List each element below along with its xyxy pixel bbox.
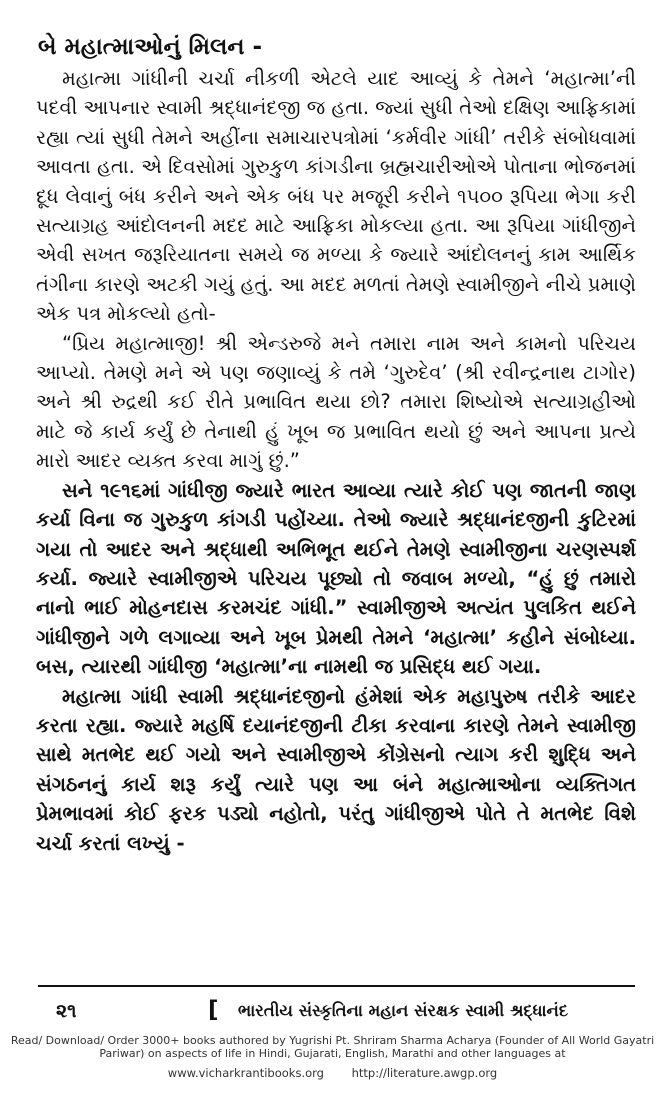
credit-line: Read/ Download/ Order 3000+ books authored by Yugrishi Pt. Shriram Sharma Acharya (Founder of All World Gayatri Pariwar) on aspects of life in Hindi, Gujarati, English, Marathi and other languages at	[10, 1034, 655, 1060]
footer-divider	[38, 985, 635, 987]
paragraph-4: મહાત્મા ગાંધી સ્વામી શ્રદ્ધાનંદજીનો હંમેશાં એક મહાપુરુષ તરીકે આદર કરતા રહ્યા. જ્યારે મહર્ષિ દયાનંદજીની ટીકા કરવાના કારણે તેમને સ્વામીજી સાથે મતભેદ થઈ ગયો અને સ્વામીજીએ કોંગ્રેસનો ત્યાગ કરી શુદ્ધિ અને સંગઠનનું કાર્ય શરૂ કર્યું ત્યારે પણ આ બંને મહાત્માઓના વ્યક્તિગત પ્રેમભાવમાં કોઈ ફરક પડ્યો નહોતો, પરંતુ ગાંધીજીએ પોતે તે મતભેદ વિશે ચર્ચા કરતાં લખ્યું -	[36, 684, 636, 855]
letter-quote: “પ્રિય મહાત્માજી! શ્રી એન્ડરુજે મને તમારા નામ અને કામનો પરિચય આપ્યો. તેમણે મને એ પણ જણાવ્યું કે તમે ‘ગુરુદેવ’ (શ્રી રવીન્દ્રનાથ ટાગોર) અને શ્રી રુદ્રથી કઈ રીતે પ્રભાવિત થયા છો? તમારા શિષ્યોએ સત્યાગ્રહીઓ માટે જે કાર્ય કર્યું છે તેનાથી હું ખૂબ જ પ્રભાવિત થયો છું અને આપના પ્રત્યે મારો આદર વ્યક્ત કરવા માગું છું.”	[36, 331, 636, 473]
link-awgp[interactable]: http://literature.awgp.org	[351, 1066, 498, 1080]
page-body	[36, 30, 636, 858]
paragraph-1: મહાત્મા ગાંધીની ચર્ચા નીકળી એટલે યાદ આવ્યું કે તેમને ‘મહાત્મા’ની પદવી આપનાર સ્વામી શ્રદ્ધાનંદજી જ હતા. જ્યાં સુધી તેઓ દક્ષિણ આફ્રિકામાં રહ્યા ત્યાં સુધી તેમને અહીંના સમાચારપત્રોમાં ‘કર્મવીર ગાંધી’ તરીકે સંબોધવામાં આવતા હતા. એ દિવસોમાં ગુરુકુળ કાંગડીના બ્રહ્મચારીઓએ પોતાના ભોજનમાં દૂધ લેવાનું બંધ કરીને અને એક બંધ પર મજૂરી કરીને ૧૫૦૦ રૂપિયા ભેગા કરી સત્યાગ્રહ આંદોલનની મદદ માટે આફ્રિકા મોકલ્યા હતા. આ રૂપિયા ગાંધીજીને એવી સખત જરૂરિયાતના સમયે જ મળ્યા કે જ્યારે આંદોલનનું કામ આર્થિક તંગીના કારણે અટકી ગયું હતું. આ મદદ મળતાં તેમણે સ્વામીજીને નીચે પ્રમાણે એક પત્ર મોકલ્યો હતો-	[36, 67, 636, 326]
page-number: ૨૧	[56, 1000, 77, 1022]
website-links	[0, 1066, 665, 1080]
book-title: ભારતીય સંસ્કૃતિના મહાન સંરક્ષક સ્વામી શ્રદ્ધાનંદ	[238, 1001, 569, 1020]
link-vicharkranti[interactable]: www.vicharkrantibooks.org	[167, 1066, 324, 1080]
footer-bracket: [	[208, 997, 219, 1023]
section-heading: બે મહાત્માઓનું મિલન -	[38, 34, 263, 60]
paragraph-3: સને ૧૯૧૬માં ગાંધીજી જ્યારે ભારત આવ્યા ત્યારે કોઈ પણ જાતની જાણ કર્યા વિના જ ગુરુકુળ કાંગડી પહોંચ્યા. તેઓ જ્યારે શ્રદ્ધાનંદજીની કુટિરમાં ગયા તો આદર અને શ્રદ્ધાથી અભિભૂત થઈને તેમણે સ્વામીજીના ચરણસ્પર્શ કર્યા. જ્યારે સ્વામીજીએ પરિચય પૂછ્યો તો જવાબ મળ્યો, “હું છું તમારો નાનો ભાઈ મોહનદાસ કરમચંદ ગાંધી.” સ્વામીજીએ અત્યંત પુલકિત થઈને ગાંધીજીને ગળે લગાવ્યા અને ખૂબ પ્રેમથી તેમને ‘મહાત્મા’ કહીને સંબોધ્યા. બસ, ત્યારથી ગાંધીજી ‘મહાત્મા’ના નામથી જ પ્રસિદ્ધ થઈ ગયા.	[36, 478, 636, 679]
